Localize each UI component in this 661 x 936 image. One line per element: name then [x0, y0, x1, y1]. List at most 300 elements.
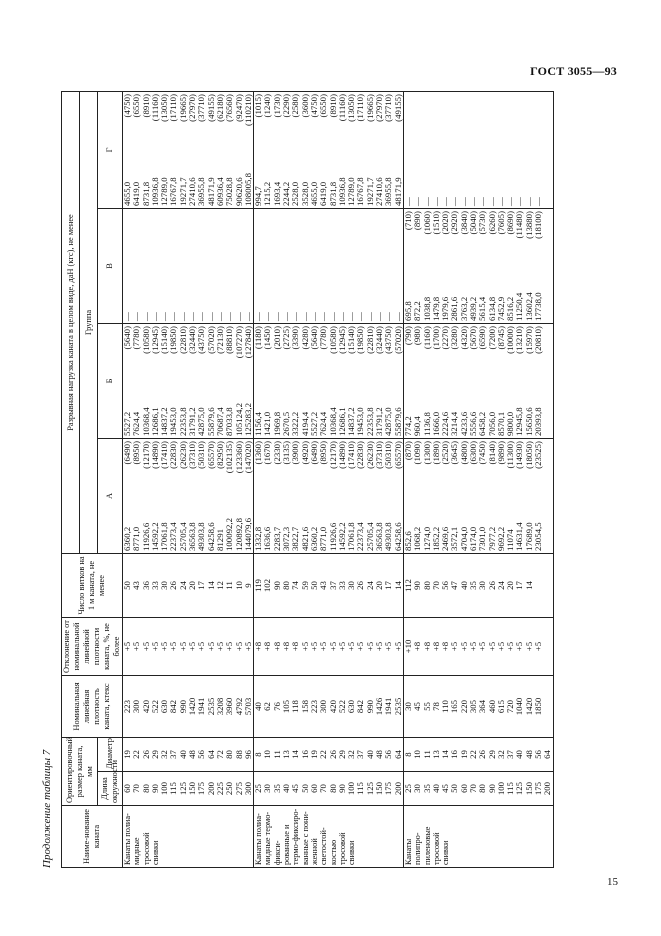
group-v-line [319, 211, 328, 321]
twists-value: 26 [355, 581, 366, 590]
density-value: 990 [177, 699, 188, 714]
group-b-kgs-value: (1700) [430, 326, 441, 350]
group-a-dan-value: 4821,6 [299, 526, 310, 551]
group-g-dan-value: — [505, 197, 516, 206]
deviation-value: +5 [495, 641, 506, 652]
group-b-dan-value: 125283,2 [242, 403, 253, 436]
group-a-dan-value: 144079,6 [242, 518, 253, 551]
group-a-kgs-value: (17410) [346, 441, 357, 469]
group-v-dan-value: 1479,8 [430, 296, 441, 321]
group-g-dan-value: — [458, 197, 469, 206]
group-g-line [506, 94, 515, 206]
group-a-kgs-value: (3900) [290, 441, 301, 465]
group-a-dan-value: 36563,8 [374, 522, 385, 551]
density-value: 1420 [187, 697, 198, 716]
density-value: 460 [486, 699, 497, 714]
group-a-dan-value: 2283,7 [271, 526, 282, 551]
group-g-line [525, 94, 534, 206]
deviation-value: +5 [140, 641, 151, 652]
group-v-dan-value: — [205, 312, 216, 321]
density-value: 522 [336, 699, 347, 714]
group-v-line [273, 211, 282, 321]
group-b-kgs-value: (2010) [271, 326, 282, 350]
group-a-kgs-value: (65570) [205, 441, 216, 469]
group-b-dan-value: 1136,8 [421, 412, 432, 436]
length-value: 100 [495, 781, 506, 796]
group-b-dan-value: 5527,2 [122, 411, 132, 436]
group-b-dan-value: 14837,2 [346, 407, 357, 436]
group-a-kgs-value: (2330) [271, 441, 282, 465]
group-b-kgs-value: (3390) [290, 326, 301, 350]
group-v-dan-value: 1038,8 [421, 296, 432, 321]
group-b-dan-value: 3322,2 [290, 411, 301, 436]
group-b-kgs-value: (4320) [458, 326, 469, 350]
group-g-dan-value: 8731,8 [140, 181, 151, 206]
group-v-kgs-value: (710) [402, 211, 413, 231]
deviation-value: +5 [299, 641, 310, 652]
deviation-value: +5 [533, 641, 544, 652]
diameter-value: 56 [196, 750, 207, 759]
length-value: 40 [430, 784, 441, 793]
group-a-kgs-value: (1360) [253, 441, 264, 465]
length-value: 80 [140, 784, 151, 793]
density-value: 62 [262, 702, 273, 711]
group-v-line [291, 211, 300, 321]
length-value: 30 [262, 784, 273, 793]
group-b-dan-value: 22353,8 [364, 407, 375, 436]
length-value: 60 [308, 784, 319, 793]
group-b-kgs-value: (88810) [224, 326, 235, 354]
rotated-table-area [41, 18, 621, 868]
group-v-line [329, 211, 338, 321]
group-a-dan-value: 14631,4 [514, 522, 525, 551]
deviation-value: +8 [430, 641, 441, 652]
group-b-line [244, 326, 253, 436]
diameter-value: 80 [224, 750, 235, 759]
group-v-dan-value: — [168, 312, 179, 321]
density-value: 300 [131, 699, 142, 714]
deviation-value: +5 [467, 641, 478, 652]
group-v-line [375, 211, 384, 321]
group-a-dan-value: 81291 [214, 529, 225, 551]
group-g-dan-value: 1693,4 [271, 181, 282, 206]
group-v-dan-value: — [196, 312, 207, 321]
group-a-dan-value: 36563,8 [187, 522, 198, 551]
group-a-cell [254, 439, 404, 554]
group-g-kgs-value: (37710) [196, 94, 207, 122]
diameter-value: 19 [308, 750, 319, 759]
group-a-kgs-value: (3135) [281, 441, 292, 465]
group-b-kgs-value: (15140) [346, 326, 357, 354]
density-value: 78 [430, 702, 441, 711]
group-v-line [179, 211, 188, 321]
group-b-kgs-value: (32440) [374, 326, 385, 354]
twists-value: 14 [392, 581, 403, 590]
group-a-kgs-value: (4920) [299, 441, 310, 465]
deviation-value: +5 [168, 641, 179, 652]
length-value: 70 [467, 784, 478, 793]
group-b-kgs-value: (12945) [149, 326, 160, 354]
group-v-line [151, 211, 160, 321]
density-value: 1420 [523, 697, 534, 716]
length-value: 90 [149, 784, 160, 793]
deviation-value: +5 [122, 641, 132, 652]
deviation-value: +5 [514, 641, 525, 652]
length-value: 100 [159, 781, 170, 796]
group-b-dan-value: 12686,1 [336, 407, 347, 436]
diameter-value: 64 [542, 750, 553, 759]
deviation-cell [403, 618, 553, 676]
group-g-line [244, 94, 253, 206]
twists-value: 37 [327, 581, 338, 590]
group-v-dan-value: — [177, 312, 188, 321]
group-b-dan-value: 960,4 [412, 416, 423, 436]
density-value: 220 [458, 699, 469, 714]
deviation-value: +5 [374, 641, 385, 652]
group-v-line [347, 211, 356, 321]
header-row-3 [98, 92, 123, 868]
twists-cell [123, 554, 254, 618]
twists-value: 33 [336, 581, 347, 590]
group-b-kgs-value: (1450) [262, 326, 273, 350]
col-deviation-header: Отклонение от номинальной линейной плотности каната, %, не более [62, 618, 123, 676]
twists-value: 30 [346, 581, 357, 590]
group-g-dan-value: — [421, 197, 432, 206]
group-g-kgs-value: (6550) [318, 94, 329, 118]
group-g-dan-value: — [486, 197, 497, 206]
group-g-kgs-value: (3600) [299, 94, 310, 118]
group-g-dan-value: — [430, 197, 441, 206]
group-a-kgs-value: (102135) [224, 441, 235, 474]
density-value: 1941 [383, 697, 394, 716]
group-a-kgs-value: (8950) [318, 441, 329, 465]
rope-group-name: Канаты полиа-мидные термо-фикси-рованные и термо-фиксиро-ванные с пони-женной светостой-костью тросовой свивки [254, 806, 404, 868]
group-v-kgs-value: (2920) [449, 211, 460, 235]
group-a-kgs-value: (870) [402, 441, 413, 461]
group-a-kgs-value: (12170) [140, 441, 151, 469]
group-v-dan-value: — [355, 312, 366, 321]
density-value: 300 [318, 699, 329, 714]
deviation-value: +5 [224, 641, 235, 652]
group-g-dan-value: 3528,0 [299, 181, 310, 206]
group-v-cell [403, 209, 553, 324]
group-g-kgs-value: (19665) [364, 94, 375, 122]
group-a-dan-value: 6360,2 [122, 526, 132, 551]
group-v-kgs-value: (6260) [486, 211, 497, 235]
deviation-value: +5 [458, 641, 469, 652]
group-a-dan-value: 11926,6 [140, 522, 151, 551]
diameter-value: 32 [495, 750, 506, 759]
group-g-dan-value: 10936,8 [336, 177, 347, 206]
density-value: 842 [168, 699, 179, 714]
deviation-value: +5 [205, 641, 216, 652]
twists-value: 80 [281, 581, 292, 590]
group-v-line [216, 211, 225, 321]
group-b-dan-value: 12945,8 [514, 407, 525, 436]
group-v-line [123, 211, 132, 321]
deviation-value: +8 [253, 641, 264, 652]
group-b-dan-value: 8570,1 [495, 411, 506, 436]
group-v-line [225, 211, 234, 321]
group-a-kgs-value: (1090) [412, 441, 423, 465]
group-g-kgs-value: (13050) [346, 94, 357, 122]
length-value: 90 [486, 784, 497, 793]
density-value: 990 [364, 699, 375, 714]
group-b-kgs-value: (5640) [308, 326, 319, 350]
length-value: 275 [233, 781, 244, 796]
group-v-dan-value: — [262, 312, 273, 321]
group-a-kgs-value: (26230) [364, 441, 375, 469]
length-value: 70 [318, 784, 329, 793]
group-b-kgs-value: (43750) [196, 326, 207, 354]
group-b-kgs-value: (980) [412, 326, 423, 346]
group-a-dan-value: 6174,0 [467, 526, 478, 551]
group-a-dan-value: 8771,0 [318, 526, 329, 551]
rope-spec-table [61, 91, 554, 868]
density-cell [403, 676, 553, 738]
group-b-kgs-value: (8745) [495, 326, 506, 350]
density-value: 630 [346, 699, 357, 714]
group-a-kgs-value: (22830) [168, 441, 179, 469]
length-value: 60 [458, 784, 469, 793]
group-v-dan-value: — [131, 312, 142, 321]
twists-value: 20 [374, 581, 385, 590]
diameter-value: 56 [533, 750, 544, 759]
group-v-line [366, 211, 375, 321]
col-group-g-header: Г [98, 92, 123, 209]
group-g-line [469, 94, 478, 206]
group-b-kgs-value: (57020) [205, 326, 216, 354]
group-a-kgs-value: (6300) [467, 441, 478, 465]
group-a-kgs-value: (14930) [514, 441, 525, 469]
group-g-dan-value: 60936,4 [214, 177, 225, 206]
group-b-kgs-value: (2270) [440, 326, 451, 350]
group-v-dan-value: — [392, 312, 403, 321]
group-b-kgs-value: (22810) [177, 326, 188, 354]
density-value: 720 [505, 699, 516, 714]
group-v-dan-value: — [187, 312, 198, 321]
density-value: 165 [449, 699, 460, 714]
deviation-value: +5 [505, 641, 516, 652]
group-v-dan-value: — [374, 312, 385, 321]
diameter-value: 37 [505, 750, 516, 759]
deviation-value: +5 [233, 641, 244, 652]
twists-value: 30 [159, 581, 170, 590]
length-value: 30 [412, 784, 423, 793]
diameter-value: 13 [281, 750, 292, 759]
group-g-dan-value: — [440, 197, 451, 206]
group-b-dan-value: 14837,2 [159, 407, 170, 436]
group-b-kgs-value: (1160) [421, 326, 432, 350]
diameter-value: 16 [449, 750, 460, 759]
diameter-value: 72 [214, 750, 225, 759]
diameter-value: 37 [355, 750, 366, 759]
twists-value: 43 [318, 581, 329, 590]
group-v-dan-value: — [140, 312, 151, 321]
deviation-value: +5 [523, 641, 534, 652]
diameter-value: 10 [262, 750, 273, 759]
col-load-header: Разрывная нагрузка каната в целом виде, даН (кгс), не менее [62, 92, 80, 554]
group-a-dan-value: 1274,0 [421, 526, 432, 551]
deviation-value: +5 [308, 641, 319, 652]
group-g-kgs-value: (37710) [383, 94, 394, 122]
col-approx-size-header: Ориентировочный размер каната, мм [62, 738, 98, 806]
group-v-dan-value: — [242, 312, 253, 321]
length-value: 125 [364, 781, 375, 796]
length-value: 50 [449, 784, 460, 793]
group-b-dan-value: 12686,1 [149, 407, 160, 436]
deviation-value: +5 [131, 641, 142, 652]
twists-value: 112 [402, 579, 413, 592]
density-value: 364 [477, 699, 488, 714]
length-cell [403, 772, 553, 806]
deviation-value: +5 [196, 641, 207, 652]
length-value: 175 [533, 781, 544, 796]
group-g-cell [254, 92, 404, 209]
twists-value: 50 [308, 581, 319, 590]
group-g-dan-value: 4655,0 [308, 181, 319, 206]
group-b-kgs-value: (7780) [131, 326, 142, 350]
table-caption: Продолжение таблицы 7 [41, 749, 53, 868]
density-value: 1040 [514, 697, 525, 716]
group-v-dan-value: 6134,8 [486, 296, 497, 321]
group-a-kgs-value: (18050) [523, 441, 534, 469]
group-a-dan-value: 6360,2 [308, 526, 319, 551]
group-b-dan-value: 7624,4 [318, 411, 329, 436]
group-b-dan-value: 1421,0 [262, 411, 273, 436]
deviation-value: +5 [383, 641, 394, 652]
density-value: 305 [467, 699, 478, 714]
twists-value: 36 [140, 581, 151, 590]
density-value: 45 [412, 702, 423, 711]
group-a-dan-value: 1332,8 [253, 526, 264, 551]
group-v-line [254, 211, 263, 321]
group-a-kgs-value: (26230) [177, 441, 188, 469]
density-cell [123, 676, 254, 738]
col-name-header: Наиме-нование каната [62, 806, 123, 868]
length-value: 25 [253, 784, 264, 793]
group-a-dan-value: 49303,8 [196, 522, 207, 551]
group-a-kgs-value: (2520) [440, 441, 451, 465]
group-g-dan-value: 36955,8 [383, 177, 394, 206]
group-v-dan-value: — [122, 312, 132, 321]
group-b-kgs-value: (127840) [242, 326, 253, 359]
group-a-dan-value: 22373,4 [355, 522, 366, 551]
length-value: 150 [187, 781, 198, 796]
group-g-dan-value: — [523, 197, 534, 206]
diameter-value: 10 [412, 750, 423, 759]
length-value: 80 [327, 784, 338, 793]
twists-value: 102 [262, 578, 273, 593]
diameter-value: 26 [140, 750, 151, 759]
group-v-kgs-value: (13880) [523, 211, 534, 239]
deviation-value: +5 [159, 641, 170, 652]
group-v-dan-value: 4939,2 [467, 296, 478, 321]
group-g-line [441, 94, 450, 206]
group-g-dan-value: 2244,2 [281, 181, 292, 206]
diameter-value: 96 [242, 750, 253, 759]
deviation-value: +5 [346, 641, 357, 652]
group-a-dan-value: 14592,2 [336, 522, 347, 551]
group-g-dan-value: 48171,9 [205, 177, 216, 206]
group-b-kgs-value: (15140) [159, 326, 170, 354]
group-g-kgs-value: (76560) [224, 94, 235, 122]
group-b-dan-value: 87033,8 [224, 407, 235, 436]
group-v-cell [123, 209, 254, 324]
deviation-value: +5 [327, 641, 338, 652]
group-row [123, 92, 254, 868]
group-b-dan-value: 55879,6 [392, 407, 403, 436]
density-value: 76 [271, 702, 282, 711]
length-value: 115 [355, 782, 366, 795]
group-g-line [497, 94, 506, 206]
density-value: 615 [495, 699, 506, 714]
group-g-dan-value: 48171,9 [392, 177, 403, 206]
group-g-kgs-value: (13050) [159, 94, 170, 122]
rope-group-name: Канаты полиа-мидные тросовой свивки [123, 806, 254, 868]
group-a-kgs-value: (1890) [430, 441, 441, 465]
deviation-value: +8 [271, 641, 282, 652]
group-g-kgs-value: (2580) [290, 94, 301, 118]
diameter-value: 29 [486, 750, 497, 759]
diameter-value: 11 [421, 750, 432, 759]
group-v-dan-value: 2861,6 [449, 296, 460, 321]
diameter-value: 14 [290, 750, 301, 759]
group-a-kgs-value: (82950) [214, 441, 225, 469]
twists-value: 80 [421, 581, 432, 590]
diameter-value: 56 [383, 750, 394, 759]
group-v-line [263, 211, 272, 321]
group-b-dan-value: 4233,6 [458, 411, 469, 436]
group-v-dan-value: 17738,0 [533, 292, 544, 321]
group-b-kgs-value: (2725) [281, 326, 292, 350]
group-b-kgs-value: (72130) [214, 326, 225, 354]
group-v-line [235, 211, 244, 321]
length-value: 175 [383, 781, 394, 796]
group-g-dan-value: — [533, 197, 544, 206]
group-v-dan-value: — [383, 312, 394, 321]
diameter-value: 88 [233, 750, 244, 759]
group-row [403, 92, 553, 868]
deviation-value: +8 [281, 641, 292, 652]
twists-value: 17 [383, 581, 394, 590]
group-a-kgs-value: (1300) [421, 441, 432, 465]
group-v-line [301, 211, 310, 321]
group-g-kgs-value: (49155) [392, 94, 403, 122]
col-group-a-header: А [98, 439, 123, 554]
density-value: 420 [140, 699, 151, 714]
col-length-header: Длина окружности [98, 772, 123, 806]
length-value: 80 [477, 784, 488, 793]
group-a-kgs-value: (22830) [355, 441, 366, 469]
group-g-kgs-value: (27970) [187, 94, 198, 122]
group-v-kgs-value: (18100) [533, 211, 544, 239]
group-g-dan-value: 12789,0 [159, 177, 170, 206]
group-v-kgs-value: (11480) [514, 211, 525, 239]
deviation-value: +5 [242, 641, 253, 652]
length-value: 175 [196, 781, 207, 796]
group-g-dan-value: 16767,8 [168, 177, 179, 206]
length-value: 45 [290, 784, 301, 793]
group-v-line [207, 211, 216, 321]
group-a-dan-value: 23054,5 [533, 522, 544, 551]
group-b-dan-value: 42875,0 [383, 407, 394, 436]
group-a-kgs-value: (9890) [495, 441, 506, 465]
group-b-dan-value: 2224,6 [440, 411, 451, 436]
group-v-dan-value: 13602,4 [523, 292, 534, 321]
length-value: 150 [374, 781, 385, 796]
group-a-dan-value: 22373,4 [168, 522, 179, 551]
